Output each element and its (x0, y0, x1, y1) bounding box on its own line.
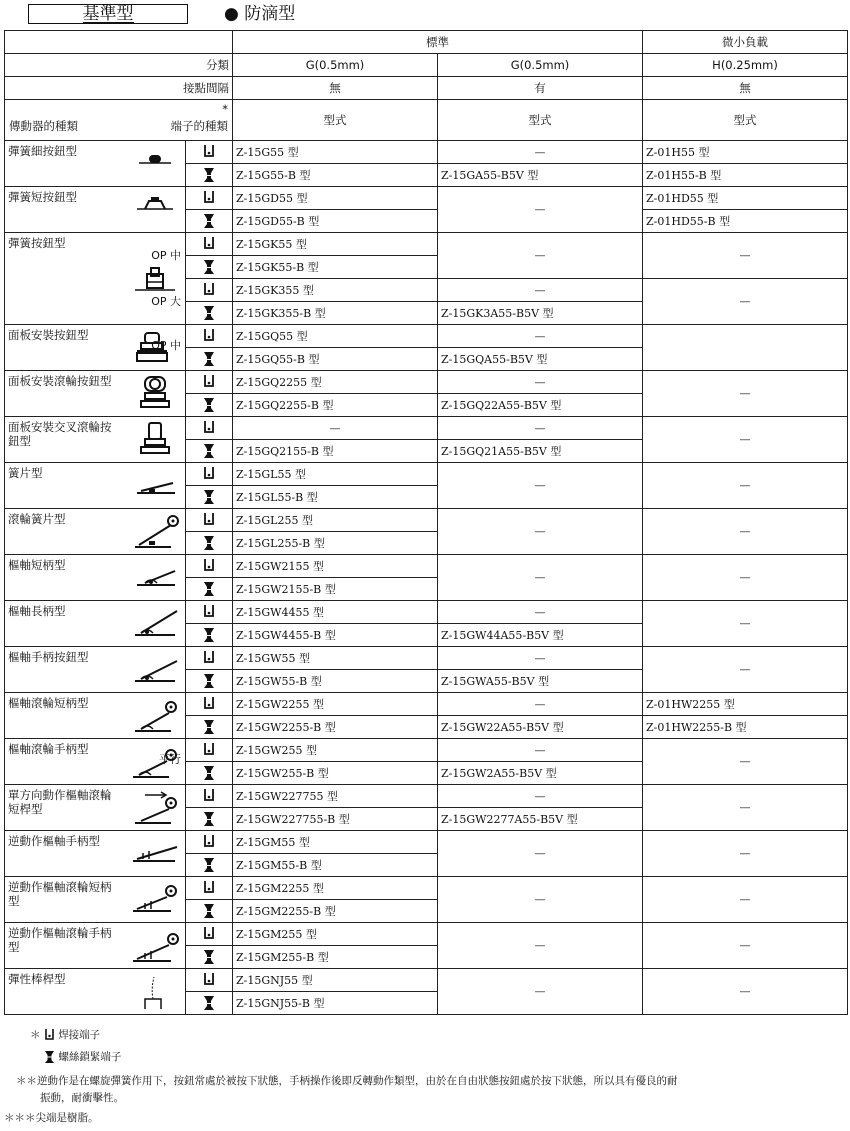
actuator-type-cell (5, 601, 186, 647)
actuator-type-cell (5, 463, 186, 509)
model-cell: — (438, 877, 643, 923)
model-cell: — (438, 647, 643, 670)
actuator-type-cell (5, 187, 186, 233)
actuator-diagram-icon (131, 513, 179, 551)
screw-terminal-icon (203, 535, 215, 551)
model-cell: Z-15GW22A55-B5V 型 (438, 716, 643, 739)
screw-terminal-cell (186, 716, 233, 739)
model-cell: Z-15GW55 型 (233, 647, 438, 670)
table-row (5, 831, 848, 854)
screw-terminal-icon (203, 995, 215, 1011)
screw-terminal-cell (186, 808, 233, 831)
screw-terminal-cell (186, 532, 233, 555)
solder-terminal-icon (203, 696, 215, 712)
actuator-type-label: 彈簧按鈕型 (8, 236, 66, 250)
screw-terminal-cell (186, 210, 233, 233)
model-cell: — (438, 187, 643, 233)
screw-terminal-cell (186, 164, 233, 187)
model-cell: Z-15GA55-B5V 型 (438, 164, 643, 187)
model-cell: Z-15GK55 型 (233, 233, 438, 256)
actuator-type-cell (5, 831, 186, 877)
model-cell: — (643, 739, 848, 785)
model-cell: Z-15GW2155 型 (233, 555, 438, 578)
class-cell: H(0.25mm) (643, 54, 848, 77)
actuator-type-cell (5, 417, 186, 463)
actuator-type-cell (5, 325, 186, 371)
model-cell: — (438, 509, 643, 555)
table-row (5, 509, 848, 532)
actuator-type-label: 彈簧細按鈕型 (8, 144, 77, 158)
model-cell: — (438, 141, 643, 164)
actuator-diagram-icon (131, 375, 179, 413)
screw-terminal-cell (186, 670, 233, 693)
screw-terminal-icon (203, 259, 215, 275)
actuator-type-label: 彈簧短按鈕型 (8, 190, 77, 204)
actuator-type-label: 逆動作樞軸手柄型 (8, 834, 100, 848)
op-label: OP 大 (151, 295, 181, 308)
model-cell: Z-15GM255-B 型 (233, 946, 438, 969)
solder-terminal-cell (186, 555, 233, 578)
solder-terminal-icon (203, 144, 215, 160)
solder-terminal-cell (186, 693, 233, 716)
solder-terminal-cell (186, 141, 233, 164)
actuator-type-cell (5, 233, 186, 325)
model-cell: Z-15GL55-B 型 (233, 486, 438, 509)
model-cell: — (643, 509, 848, 555)
model-cell: Z-15GK355 型 (233, 279, 438, 302)
star-mark: * (222, 102, 228, 116)
model-cell: Z-15GW44A55-B5V 型 (438, 624, 643, 647)
solder-terminal-icon (203, 880, 215, 896)
solder-terminal-icon (44, 1028, 55, 1042)
gap-cell: 無 (233, 77, 438, 100)
table-row (5, 187, 848, 210)
table-row (5, 555, 848, 578)
model-cell: — (438, 785, 643, 808)
screw-terminal-cell (186, 946, 233, 969)
header-micro-load: 微小負載 (643, 31, 848, 54)
screw-terminal-icon (203, 765, 215, 781)
model-cell: — (643, 877, 848, 923)
header-standard: 標準 (233, 31, 643, 54)
model-cell: Z-01HW2255 型 (643, 693, 848, 716)
solder-terminal-icon (203, 374, 215, 390)
actuator-type-label: 樞軸長柄型 (8, 604, 66, 618)
screw-terminal-icon (203, 903, 215, 919)
screw-terminal-cell (186, 992, 233, 1015)
model-cell: — (643, 279, 848, 325)
actuator-diagram-icon (131, 145, 179, 183)
model-cell: — (438, 417, 643, 440)
class-cell: G(0.5mm) (438, 54, 643, 77)
class-cell: G(0.5mm) (233, 54, 438, 77)
actuator-diagram-icon (131, 927, 179, 965)
actuator-type-cell (5, 739, 186, 785)
solder-terminal-icon (203, 926, 215, 942)
actuator-type-label: 逆動作樞軸滾輪短柄型 (8, 880, 112, 908)
actuator-type-label: 面板安裝滾輪按鈕型 (8, 374, 112, 388)
solder-terminal-cell (186, 279, 233, 302)
actuator-type-cell (5, 693, 186, 739)
solder-terminal-cell (186, 647, 233, 670)
terminal-label: 端子的種類 (170, 119, 228, 133)
actuator-diagram-icon (131, 191, 179, 229)
model-cell: Z-15GK3A55-B5V 型 (438, 302, 643, 325)
model-cell: Z-15GW4455 型 (233, 601, 438, 624)
screw-terminal-cell (186, 486, 233, 509)
model-cell: Z-15GM255 型 (233, 923, 438, 946)
screw-terminal-cell (186, 854, 233, 877)
model-cell: Z-15GW227755-B 型 (233, 808, 438, 831)
model-cell: — (438, 371, 643, 394)
table-row (5, 601, 848, 624)
header-type-cell (5, 100, 233, 141)
model-cell: — (643, 969, 848, 1015)
screw-terminal-cell (186, 394, 233, 417)
model-cell: Z-15GM55 型 (233, 831, 438, 854)
model-header: 型式 (643, 100, 848, 141)
screw-terminal-cell (186, 578, 233, 601)
screw-terminal-icon (203, 443, 215, 459)
model-cell: — (438, 279, 643, 302)
model-cell: Z-15GM2255 型 (233, 877, 438, 900)
model-cell: — (438, 463, 643, 509)
solder-terminal-cell (186, 463, 233, 486)
model-cell: — (643, 417, 848, 463)
solder-terminal-cell (186, 601, 233, 624)
model-cell: Z-15GWA55-B5V 型 (438, 670, 643, 693)
table-row (5, 371, 848, 394)
model-cell: — (438, 739, 643, 762)
actuator-type-cell (5, 555, 186, 601)
footnote-reverse: ＊＊逆動作是在螺旋彈簧作用下，按鈕常處於被按下狀態，手柄操作後即反轉動作類型，由於在自由狀態按鈕處於按下狀態，所以具有優良的耐 (16, 1075, 678, 1087)
solder-terminal-icon (203, 558, 215, 574)
model-cell: — (438, 601, 643, 624)
actuator-type-label: 樞軸短柄型 (8, 558, 66, 572)
model-cell: Z-15GQ55-B 型 (233, 348, 438, 371)
screw-terminal-icon (203, 213, 215, 229)
screw-terminal-icon (203, 351, 215, 367)
solder-terminal-icon (203, 512, 215, 528)
actuator-type-cell (5, 923, 186, 969)
solder-terminal-cell (186, 509, 233, 532)
solder-terminal-icon (203, 604, 215, 620)
solder-terminal-icon (203, 650, 215, 666)
actuator-type-cell (5, 969, 186, 1015)
model-cell: Z-15GW2255-B 型 (233, 716, 438, 739)
solder-terminal-cell (186, 325, 233, 348)
model-cell: — (438, 831, 643, 877)
op-label: OP 中 (151, 249, 181, 262)
screw-terminal-icon (203, 305, 215, 321)
model-cell: — (643, 233, 848, 279)
model-cell: Z-01HW2255-B 型 (643, 716, 848, 739)
actuator-type-cell (5, 877, 186, 923)
model-cell: Z-15GW255 型 (233, 739, 438, 762)
solder-terminal-cell (186, 371, 233, 394)
model-cell: Z-15GQ22A55-B5V 型 (438, 394, 643, 417)
model-cell: Z-15GL255-B 型 (233, 532, 438, 555)
actuator-type-label: 簧片型 (8, 466, 43, 480)
actuator-type-label: 逆動作樞軸滾輪手柄型 (8, 926, 112, 954)
model-cell: — (643, 785, 848, 831)
actuator-diagram-icon (131, 881, 179, 919)
solder-terminal-icon (203, 236, 215, 252)
actuator-diagram-icon (131, 421, 179, 459)
model-cell: — (643, 371, 848, 417)
table-row (5, 785, 848, 808)
model-cell: Z-15GK355-B 型 (233, 302, 438, 325)
model-cell: Z-01H55 型 (643, 141, 848, 164)
actuator-diagram-icon (131, 651, 179, 689)
solder-terminal-icon (203, 190, 215, 206)
model-cell: Z-15GM55-B 型 (233, 854, 438, 877)
model-cell: — (438, 693, 643, 716)
table-row (5, 417, 848, 440)
solder-terminal-icon (203, 972, 215, 988)
screw-terminal-icon (203, 719, 215, 735)
footnote-solder: 焊接端子 (58, 1029, 101, 1041)
table-row (5, 233, 848, 256)
actuator-diagram-icon (131, 559, 179, 597)
model-header: 型式 (438, 100, 643, 141)
footnote-screw: 螺絲鎖緊端子 (58, 1051, 122, 1063)
model-cell: Z-15GNJ55 型 (233, 969, 438, 992)
model-cell: — (438, 969, 643, 1015)
screw-terminal-cell (186, 348, 233, 371)
solder-terminal-cell (186, 785, 233, 808)
model-cell: Z-15GW2A55-B5V 型 (438, 762, 643, 785)
model-cell: Z-15GW4455-B 型 (233, 624, 438, 647)
solder-terminal-cell (186, 417, 233, 440)
model-cell: Z-15GQ2255-B 型 (233, 394, 438, 417)
actuator-type-label: 樞軸滾輪手柄型 (8, 742, 89, 756)
solder-terminal-cell (186, 233, 233, 256)
model-cell: — (643, 647, 848, 693)
footnotes: ＊ 焊接端子 螺絲鎖緊端子 ＊＊逆動作是在螺旋彈簧作用下，按鈕常處於被按下狀態，手柄操作後即反轉動作類型，由於在自由狀態按鈕處於按下狀態，所以具有優良的耐 振動，耐衝擊性。 ＊＊＊尖端是樹脂。 (4, 1029, 678, 1124)
model-cell: Z-01H55-B 型 (643, 164, 848, 187)
solder-terminal-icon (203, 282, 215, 298)
actuator-type-label: 樞軸手柄按鈕型 (8, 650, 89, 664)
actuator-type-label: 彈性棒桿型 (8, 972, 66, 986)
table-row (5, 463, 848, 486)
model-cell: — (438, 923, 643, 969)
solder-terminal-cell (186, 877, 233, 900)
gap-cell: 無 (643, 77, 848, 100)
screw-terminal-icon (44, 1050, 55, 1064)
op-label: 平行 (159, 753, 181, 766)
footnote-reverse-cont: 振動，耐衝擊性。 (40, 1092, 124, 1104)
table-row (5, 693, 848, 716)
actuator-diagram-icon (131, 835, 179, 873)
solder-terminal-icon (203, 742, 215, 758)
actuator-diagram-icon (131, 789, 179, 827)
model-cell: Z-15GW255-B 型 (233, 762, 438, 785)
actuator-type-cell (5, 785, 186, 831)
screw-terminal-icon (203, 627, 215, 643)
table-row (5, 739, 848, 762)
model-cell: Z-15GW2255 型 (233, 693, 438, 716)
model-cell: Z-01HD55 型 (643, 187, 848, 210)
model-cell: Z-15GW227755 型 (233, 785, 438, 808)
model-cell: Z-15GQ55 型 (233, 325, 438, 348)
actuator-diagram-icon (131, 697, 179, 735)
classify-label: 分類 (5, 54, 233, 77)
model-cell: — (643, 463, 848, 509)
solder-terminal-cell (186, 923, 233, 946)
solder-terminal-cell (186, 187, 233, 210)
model-cell: Z-15GL55 型 (233, 463, 438, 486)
solder-terminal-icon (203, 834, 215, 850)
model-cell: Z-15GQ2155-B 型 (233, 440, 438, 463)
actuator-type-cell (5, 509, 186, 555)
actuator-diagram-icon (131, 973, 179, 1011)
model-cell (643, 325, 848, 371)
solder-terminal-icon (203, 788, 215, 804)
model-cell: — (643, 923, 848, 969)
table-row (5, 325, 848, 348)
screw-terminal-icon (203, 581, 215, 597)
table-row (5, 969, 848, 992)
model-cell: Z-15GM2255-B 型 (233, 900, 438, 923)
gap-cell: 有 (438, 77, 643, 100)
actuator-label: 傳動器的種類 (9, 119, 78, 133)
table-row (5, 647, 848, 670)
screw-terminal-cell (186, 302, 233, 325)
model-cell: Z-15GQ21A55-B5V 型 (438, 440, 643, 463)
actuator-type-label: 單方向動作樞軸滾輪短桿型 (8, 788, 112, 816)
model-cell: — (233, 417, 438, 440)
model-cell: Z-15GW2155-B 型 (233, 578, 438, 601)
op-label: OP 中 (151, 339, 181, 352)
model-header: 型式 (233, 100, 438, 141)
model-cell: Z-15GD55 型 (233, 187, 438, 210)
model-cell: Z-15GQ2255 型 (233, 371, 438, 394)
model-cell: — (438, 233, 643, 279)
screw-terminal-icon (203, 489, 215, 505)
screw-terminal-icon (203, 673, 215, 689)
actuator-diagram-icon (131, 605, 179, 643)
model-cell: Z-15GL255 型 (233, 509, 438, 532)
model-cell: — (438, 325, 643, 348)
solder-terminal-icon (203, 466, 215, 482)
table-row (5, 923, 848, 946)
actuator-type-cell (5, 371, 186, 417)
solder-terminal-cell (186, 831, 233, 854)
screw-terminal-cell (186, 624, 233, 647)
screw-terminal-cell (186, 762, 233, 785)
solder-terminal-cell (186, 739, 233, 762)
model-cell: Z-15GK55-B 型 (233, 256, 438, 279)
actuator-type-label: 滾輪簧片型 (8, 512, 66, 526)
page-title: 基準型 (82, 4, 134, 24)
model-table (4, 30, 848, 1015)
table-row (5, 141, 848, 164)
solder-terminal-icon (203, 328, 215, 344)
model-cell: Z-15GW55-B 型 (233, 670, 438, 693)
model-cell: Z-01HD55-B 型 (643, 210, 848, 233)
model-cell: Z-15G55-B 型 (233, 164, 438, 187)
screw-terminal-cell (186, 900, 233, 923)
actuator-type-label: 面板安裝交叉滾輪按鈕型 (8, 420, 112, 448)
model-cell: — (643, 831, 848, 877)
model-cell: Z-15GD55-B 型 (233, 210, 438, 233)
screw-terminal-cell (186, 440, 233, 463)
actuator-type-cell (5, 647, 186, 693)
actuator-type-cell (5, 141, 186, 187)
actuator-diagram-icon (131, 467, 179, 505)
solder-terminal-icon (203, 420, 215, 436)
footnote-resin: ＊＊＊尖端是樹脂。 (4, 1112, 99, 1124)
solder-terminal-cell (186, 969, 233, 992)
gap-label: 接點間隔 (5, 77, 233, 100)
title-box (28, 4, 188, 24)
model-cell: Z-15GNJ55-B 型 (233, 992, 438, 1015)
screw-terminal-icon (203, 167, 215, 183)
screw-terminal-icon (203, 949, 215, 965)
model-cell: — (643, 601, 848, 647)
screw-terminal-icon (203, 857, 215, 873)
table-row (5, 877, 848, 900)
screw-terminal-icon (203, 397, 215, 413)
model-cell: Z-15GQA55-B5V 型 (438, 348, 643, 371)
actuator-type-label: 樞軸滾輪短柄型 (8, 696, 89, 710)
model-cell: Z-15G55 型 (233, 141, 438, 164)
model-cell: — (643, 555, 848, 601)
subtitle: ● 防滴型 (224, 4, 296, 24)
model-cell: Z-15GW2277A55-B5V 型 (438, 808, 643, 831)
screw-terminal-cell (186, 256, 233, 279)
screw-terminal-icon (203, 811, 215, 827)
actuator-type-label: 面板安裝按鈕型 (8, 328, 89, 342)
model-cell: — (438, 555, 643, 601)
